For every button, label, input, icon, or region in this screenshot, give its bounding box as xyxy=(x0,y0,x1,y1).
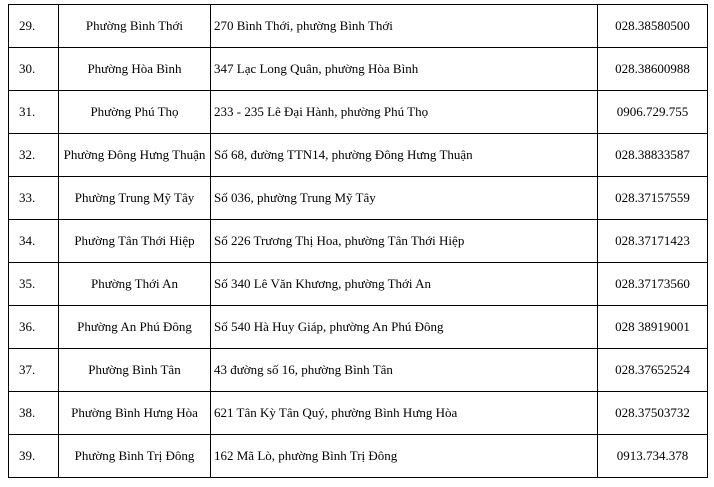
ward-name: Phường Bình Thới xyxy=(59,5,211,48)
phone-number: 028.38600988 xyxy=(598,48,708,91)
row-number: 34. xyxy=(9,220,59,263)
office-address: 233 - 235 Lê Đại Hành, phường Phú Thọ xyxy=(211,91,598,134)
row-number: 31. xyxy=(9,91,59,134)
ward-name: Phường Tân Thới Hiệp xyxy=(59,220,211,263)
ward-name: Phường Trung Mỹ Tây xyxy=(59,177,211,220)
row-number: 37. xyxy=(9,349,59,392)
phone-number: 0913.734.378 xyxy=(598,435,708,478)
row-number: 30. xyxy=(9,48,59,91)
table-row xyxy=(9,306,708,349)
office-address: 162 Mã Lò, phường Bình Trị Đông xyxy=(211,435,598,478)
phone-number: 028.38580500 xyxy=(598,5,708,48)
table-row xyxy=(9,91,708,134)
ward-name: Phường Hòa Bình xyxy=(59,48,211,91)
table-row xyxy=(9,435,708,478)
row-number: 39. xyxy=(9,435,59,478)
phone-number: 028.37157559 xyxy=(598,177,708,220)
ward-office-table xyxy=(8,4,708,478)
ward-name: Phường Đông Hưng Thuận xyxy=(59,134,211,177)
office-address: Số 226 Trương Thị Hoa, phường Tân Thới Hiệp xyxy=(211,220,598,263)
table-row xyxy=(9,263,708,306)
office-address: 621 Tân Kỳ Tân Quý, phường Bình Hưng Hòa xyxy=(211,392,598,435)
document-page xyxy=(8,4,708,478)
table-row xyxy=(9,48,708,91)
phone-number: 028.37503732 xyxy=(598,392,708,435)
row-number: 36. xyxy=(9,306,59,349)
office-address: 270 Bình Thới, phường Bình Thới xyxy=(211,5,598,48)
phone-number: 028.38833587 xyxy=(598,134,708,177)
office-address: Số 036, phường Trung Mỹ Tây xyxy=(211,177,598,220)
office-address: 43 đường số 16, phường Bình Tân xyxy=(211,349,598,392)
table-row xyxy=(9,134,708,177)
ward-name: Phường Bình Trị Đông xyxy=(59,435,211,478)
office-address: Số 540 Hà Huy Giáp, phường An Phú Đông xyxy=(211,306,598,349)
table-row xyxy=(9,392,708,435)
table-row xyxy=(9,349,708,392)
ward-name: Phường Bình Hưng Hòa xyxy=(59,392,211,435)
ward-name: Phường Thới An xyxy=(59,263,211,306)
office-address: 347 Lạc Long Quân, phường Hòa Bình xyxy=(211,48,598,91)
table-row xyxy=(9,220,708,263)
table-row xyxy=(9,177,708,220)
phone-number: 028.37652524 xyxy=(598,349,708,392)
ward-name: Phường An Phú Đông xyxy=(59,306,211,349)
row-number: 35. xyxy=(9,263,59,306)
office-address: Số 340 Lê Văn Khương, phường Thới An xyxy=(211,263,598,306)
ward-name: Phường Bình Tân xyxy=(59,349,211,392)
ward-name: Phường Phú Thọ xyxy=(59,91,211,134)
row-number: 33. xyxy=(9,177,59,220)
row-number: 32. xyxy=(9,134,59,177)
phone-number: 028 38919001 xyxy=(598,306,708,349)
row-number: 29. xyxy=(9,5,59,48)
phone-number: 028.37173560 xyxy=(598,263,708,306)
office-address: Số 68, đường TTN14, phường Đông Hưng Thuận xyxy=(211,134,598,177)
phone-number: 028.37171423 xyxy=(598,220,708,263)
table-body xyxy=(9,5,708,478)
row-number: 38. xyxy=(9,392,59,435)
phone-number: 0906.729.755 xyxy=(598,91,708,134)
table-row xyxy=(9,5,708,48)
